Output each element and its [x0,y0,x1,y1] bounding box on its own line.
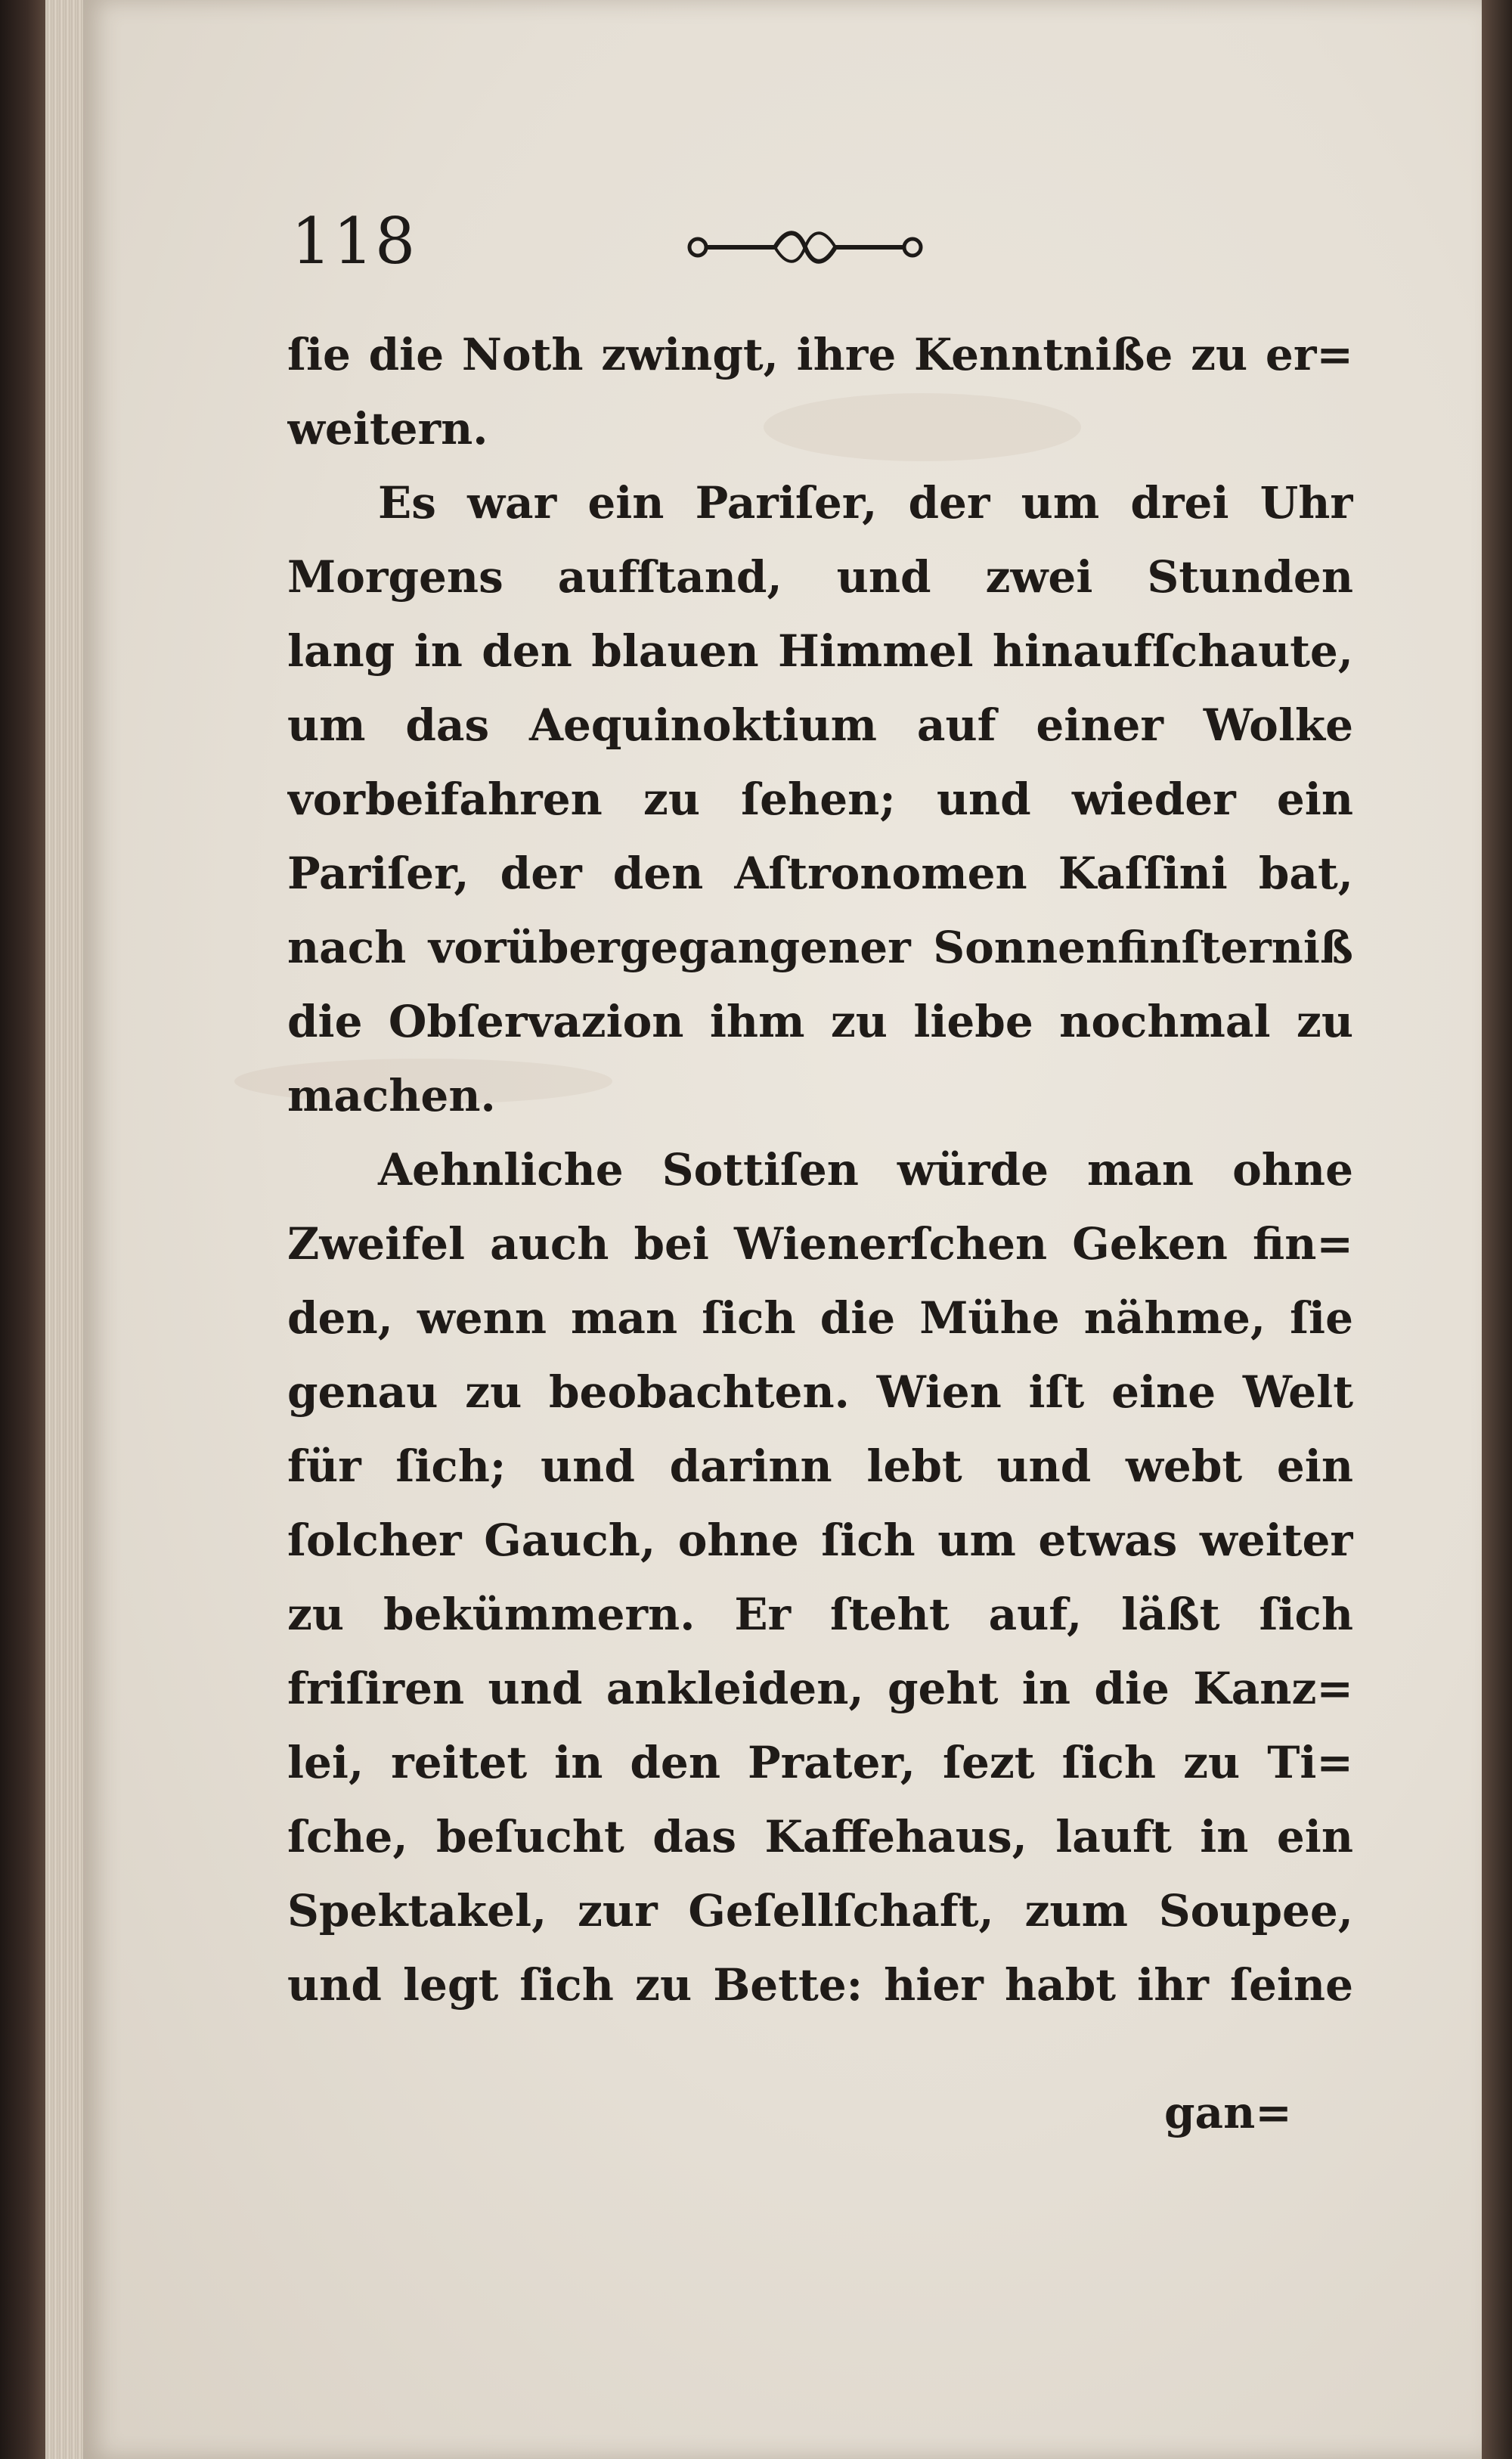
text-line: vorbeifahren zu ſehen; und wieder ein [287,774,1353,825]
text-line: den, wenn man ſich die Mühe nähme, ſie [287,1292,1353,1344]
text-line: friſiren und ankleiden, geht in die Kanz= [287,1663,1353,1714]
page-header [291,204,1349,295]
catchword: gan= [1164,2087,1292,2138]
text-line: um das Aequinoktium auf einer Wolke [287,699,1353,751]
text-line: nach vorübergegangener Sonnenfinſterniß [287,922,1353,973]
ornament-icon [684,221,926,274]
body-text [287,318,1353,2022]
text-line: ſche, beſucht das Kaffehaus, lauft in ein [287,1811,1353,1862]
text-line: Zweifel auch bei Wienerſchen Geken fin= [287,1218,1353,1270]
text-line: für ſich; und darinn lebt und webt ein [287,1440,1353,1492]
book-board-right [1482,0,1512,2459]
text-line: Morgens aufſtand, und zwei Stunden [287,551,1353,603]
text-line: machen. [287,1070,496,1121]
text-line: genau zu beobachten. Wien iſt eine Welt [287,1366,1353,1418]
text-line: ſie die Noth zwingt, ihre Kenntniße zu er= [287,329,1353,380]
text-line: lang in den blauen Himmel hinaufſchaute, [287,625,1353,677]
text-line: Aehnliche Sottiſen würde man ohne [378,1144,1353,1195]
text-line: Es war ein Pariſer, der um drei Uhr [378,477,1353,529]
page-edges [45,0,83,2459]
book-cover-edge [0,0,45,2459]
text-line: Pariſer, der den Aſtronomen Kaſſini bat, [287,848,1353,899]
page-number: 118 [291,204,417,278]
text-line: lei, reitet in den Prater, ſezt ſich zu Ti= [287,1737,1353,1788]
text-line: Spektakel, zur Geſellſchaft, zum Soupee, [287,1885,1353,1937]
text-line: und legt ſich zu Bette: hier habt ihr ſeine [287,1959,1353,2011]
text-line: ſolcher Gauch, ohne ſich um etwas weiter [287,1515,1353,1566]
text-line: weitern. [287,403,488,454]
text-line: die Obſervazion ihm zu liebe nochmal zu [287,996,1353,1047]
text-line: zu bekümmern. Er ſteht auf, läßt ſich [287,1589,1353,1640]
